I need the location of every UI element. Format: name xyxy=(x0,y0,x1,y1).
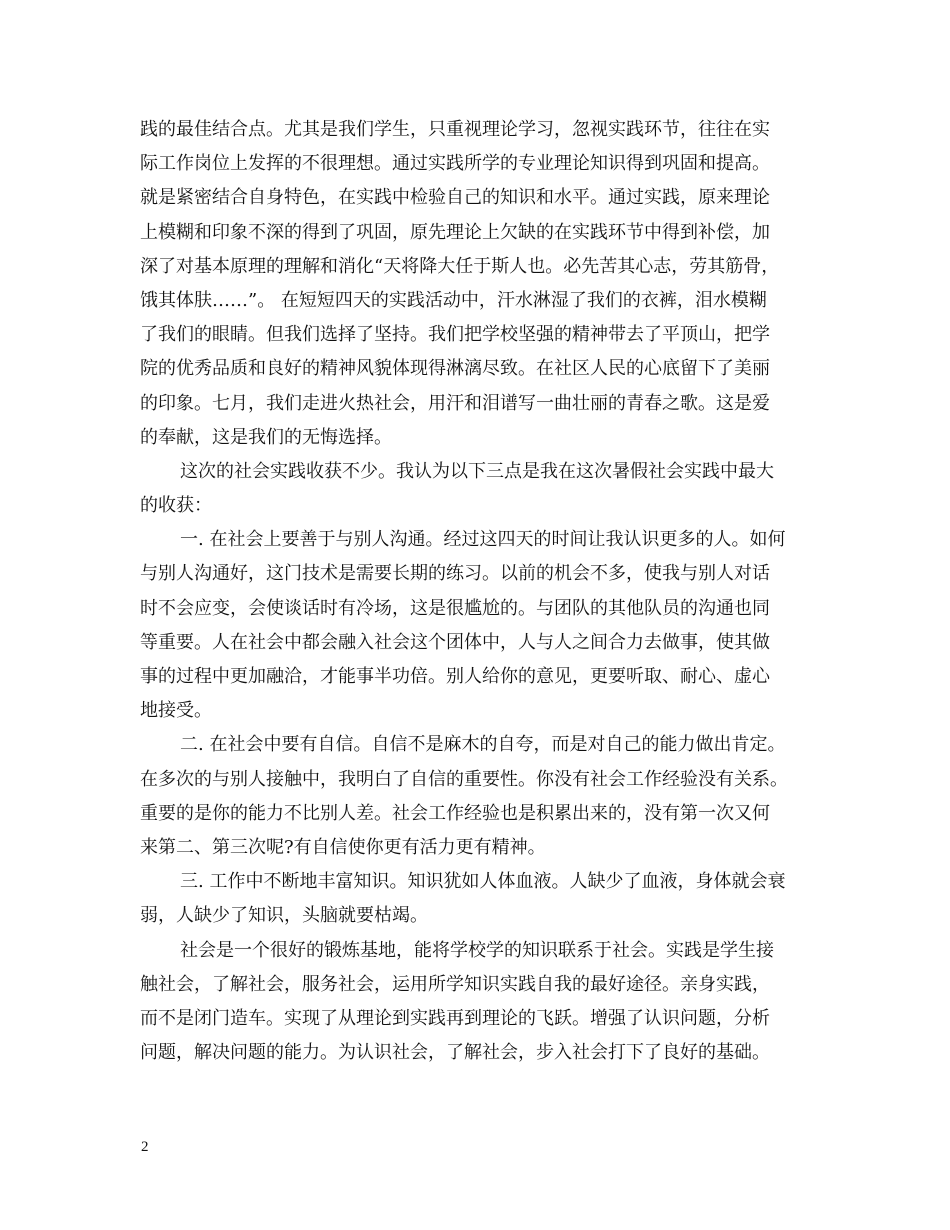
text-line: 饿其体肤……”。 在短短四天的实践活动中，汗水淋湿了我们的衣裤，泪水模糊 xyxy=(140,289,767,311)
text-line: 而不是闭门造车。实现了从理论到实践再到理论的飞跃。增强了认识问题，分析 xyxy=(140,1007,770,1029)
text-line: 时不会应变，会使谈话时有冷场，这是很尴尬的。与团队的其他队员的沟通也同 xyxy=(140,597,770,619)
text-line: 问题，解决问题的能力。为认识社会，了解社会，步入社会打下了良好的基础。 xyxy=(140,1042,770,1064)
document-body xyxy=(140,113,820,1070)
text-line: 社会是一个很好的锻炼基地，能将学校学的知识联系于社会。实践是学生接 xyxy=(180,939,774,961)
text-line: 的印象。七月，我们走进火热社会，用汗和泪谱写一曲壮丽的青春之歌。这是爱 xyxy=(140,392,770,414)
text-line: 的奉献，这是我们的无悔选择。 xyxy=(140,426,392,448)
text-line: 深了对基本原理的理解和消化“天将降大任于斯人也。必先苦其心志，劳其筋骨， xyxy=(140,255,780,277)
text-line: 院的优秀品质和良好的精神风貌体现得淋漓尽致。在社区人民的心底留下了美丽 xyxy=(140,358,770,380)
text-line: 在多次的与别人接触中，我明白了自信的重要性。你没有社会工作经验没有关系。 xyxy=(140,768,788,790)
text-line: 与别人沟通好，这门技术是需要长期的练习。以前的机会不多，使我与别人对话 xyxy=(140,563,770,585)
text-line: 就是紧密结合自身特色，在实践中检验自己的知识和水平。通过实践，原来理论 xyxy=(140,187,770,209)
text-line: 上模糊和印象不深的得到了巩固，原先理论上欠缺的在实践环节中得到补偿，加 xyxy=(140,221,770,243)
text-line: 三. 工作中不断地丰富知识。知识犹如人体血液。人缺少了血液，身体就会衰 xyxy=(180,871,786,893)
text-line: 际工作岗位上发挥的不很理想。通过实践所学的专业理论知识得到巩固和提高。 xyxy=(140,153,770,175)
text-line: 弱，人缺少了知识，头脑就要枯竭。 xyxy=(140,905,428,927)
text-line: 二. 在社会中要有自信。自信不是麻木的自夸，而是对自己的能力做出肯定。 xyxy=(180,734,786,756)
text-line: 触社会，了解社会，服务社会，运用所学知识实践自我的最好途径。亲身实践， xyxy=(140,973,770,995)
text-line: 来第二、第三次呢?有自信使你更有活力更有精神。 xyxy=(140,836,546,858)
page-number: 2 xyxy=(141,1139,149,1155)
text-line: 事的过程中更加融洽，才能事半功倍。别人给你的意见，更要听取、耐心、虚心 xyxy=(140,666,770,687)
text-line: 地接受。 xyxy=(140,700,212,722)
text-line: 这次的社会实践收获不少。我认为以下三点是我在这次暑假社会实践中最大 xyxy=(180,460,774,482)
text-line: 了我们的眼睛。但我们选择了坚持。我们把学校坚强的精神带去了平顶山，把学 xyxy=(140,324,770,346)
text-line: 践的最佳结合点。尤其是我们学生，只重视理论学习，忽视实践环节，往往在实 xyxy=(140,119,770,140)
text-line: 的收获： xyxy=(140,495,212,517)
text-line: 重要的是你的能力不比别人差。社会工作经验也是积累出来的，没有第一次又何 xyxy=(140,802,770,824)
text-line: 一. 在社会上要善于与别人沟通。经过这四天的时间让我认识更多的人。如何 xyxy=(180,529,786,551)
text-line: 等重要。人在社会中都会融入社会这个团体中，人与人之间合力去做事，使其做 xyxy=(140,631,770,653)
